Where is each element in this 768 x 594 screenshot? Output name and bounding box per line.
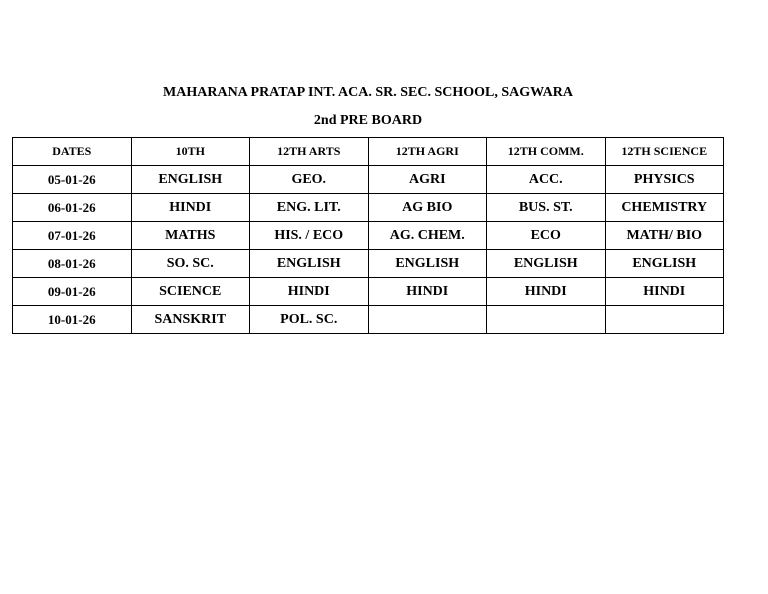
subject-cell: AG BIO bbox=[368, 194, 487, 222]
subject-cell: HIS. / ECO bbox=[250, 222, 369, 250]
subject-cell: AGRI bbox=[368, 166, 487, 194]
subject-cell: ENGLISH bbox=[487, 250, 606, 278]
table-row bbox=[13, 278, 724, 306]
header-10th: 10TH bbox=[131, 138, 250, 166]
empty-cell bbox=[605, 306, 724, 334]
table-row bbox=[13, 250, 724, 278]
date-cell: 09-01-26 bbox=[13, 278, 132, 306]
header-12th-comm: 12TH COMM. bbox=[487, 138, 606, 166]
subject-cell: BUS. ST. bbox=[487, 194, 606, 222]
school-title: MAHARANA PRATAP INT. ACA. SR. SEC. SCHOOL, SAGWARA bbox=[163, 85, 573, 100]
table-row bbox=[13, 306, 724, 334]
date-cell: 06-01-26 bbox=[13, 194, 132, 222]
subject-cell: HINDI bbox=[250, 278, 369, 306]
header-dates: DATES bbox=[13, 138, 132, 166]
subject-cell: ENGLISH bbox=[131, 166, 250, 194]
subject-cell: ECO bbox=[487, 222, 606, 250]
subject-cell: SO. SC. bbox=[131, 250, 250, 278]
empty-cell bbox=[487, 306, 606, 334]
subject-cell: HINDI bbox=[487, 278, 606, 306]
date-cell: 07-01-26 bbox=[13, 222, 132, 250]
date-cell: 05-01-26 bbox=[13, 166, 132, 194]
table-row bbox=[13, 194, 724, 222]
date-cell: 08-01-26 bbox=[13, 250, 132, 278]
subject-cell: ENG. LIT. bbox=[250, 194, 369, 222]
empty-cell bbox=[368, 306, 487, 334]
header-12th-science: 12TH SCIENCE bbox=[605, 138, 724, 166]
subject-cell: HINDI bbox=[131, 194, 250, 222]
table-row bbox=[13, 222, 724, 250]
subject-cell: MATH/ BIO bbox=[605, 222, 724, 250]
subject-cell: SANSKRIT bbox=[131, 306, 250, 334]
subject-cell: AG. CHEM. bbox=[368, 222, 487, 250]
subject-cell: ACC. bbox=[487, 166, 606, 194]
subject-cell: SCIENCE bbox=[131, 278, 250, 306]
exam-schedule-table bbox=[12, 137, 724, 334]
subject-cell: ENGLISH bbox=[368, 250, 487, 278]
header-12th-agri: 12TH AGRI bbox=[368, 138, 487, 166]
subject-cell: HINDI bbox=[368, 278, 487, 306]
subject-cell: ENGLISH bbox=[250, 250, 369, 278]
subject-cell: POL. SC. bbox=[250, 306, 369, 334]
exam-title: 2nd PRE BOARD bbox=[313, 113, 423, 128]
subject-cell: GEO. bbox=[250, 166, 369, 194]
table-row bbox=[13, 166, 724, 194]
subject-cell: MATHS bbox=[131, 222, 250, 250]
subject-cell: CHEMISTRY bbox=[605, 194, 724, 222]
table-header-row bbox=[13, 138, 724, 166]
subject-cell: HINDI bbox=[605, 278, 724, 306]
subject-cell: PHYSICS bbox=[605, 166, 724, 194]
date-cell: 10-01-26 bbox=[13, 306, 132, 334]
header-12th-arts: 12TH ARTS bbox=[250, 138, 369, 166]
subject-cell: ENGLISH bbox=[605, 250, 724, 278]
